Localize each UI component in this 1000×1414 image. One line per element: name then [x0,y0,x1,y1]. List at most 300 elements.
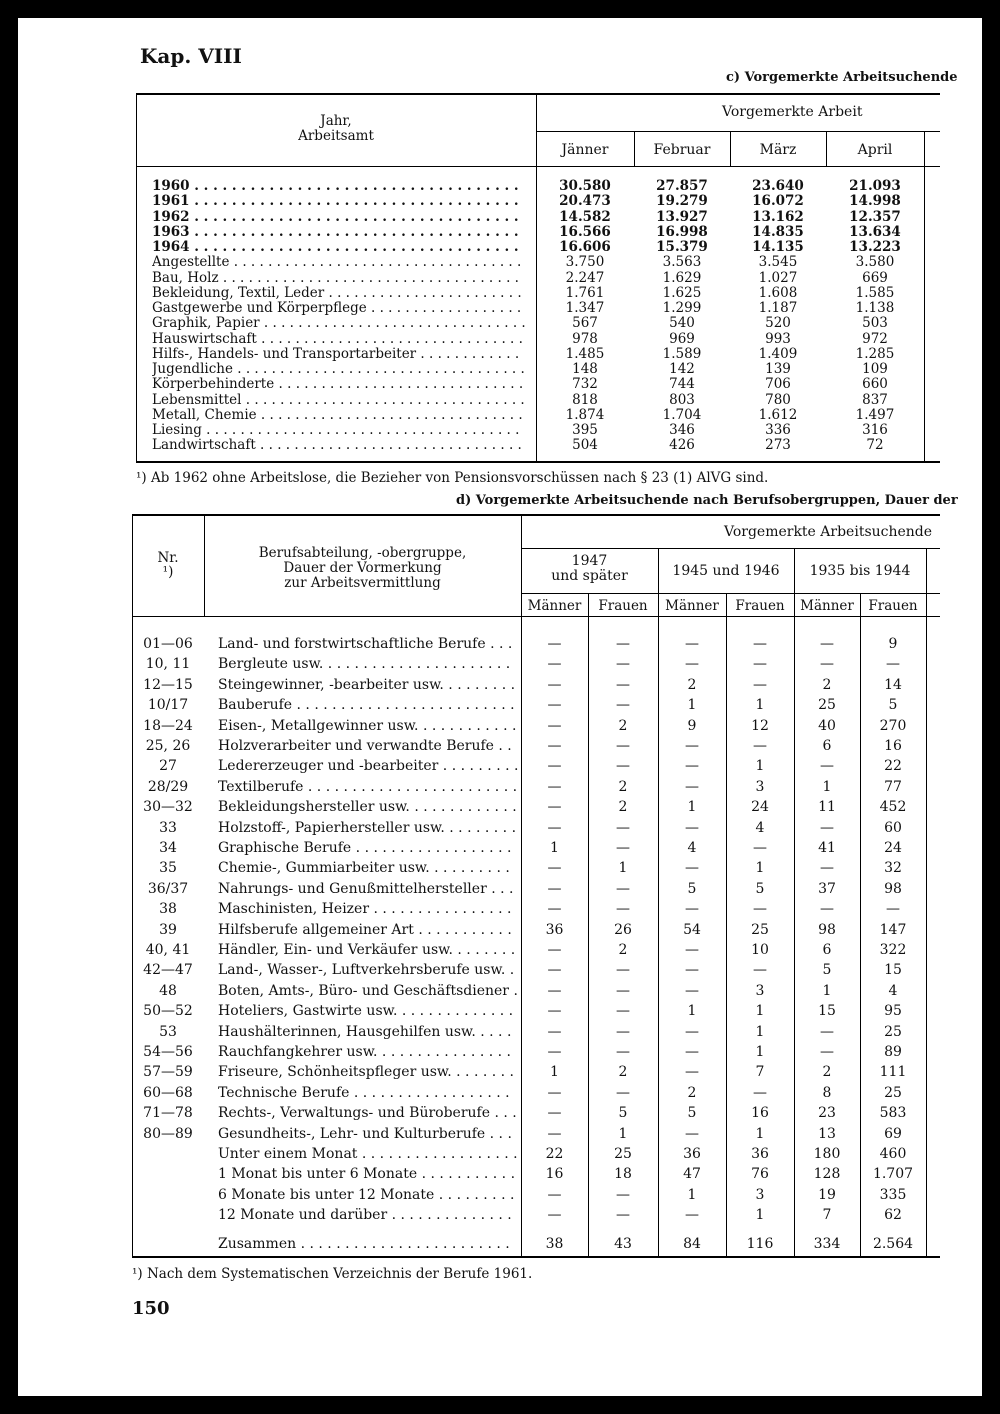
table-c-row-label: Liesing . . . . . . . . . . . . . . . . . . . . . . . . . . . . . . . . . . . . . [152,423,520,438]
sub-header-maenner-2: Männer [665,598,719,614]
table-c-cell: 20.473 [559,193,611,210]
table-d-cell: 2 [618,1064,628,1081]
table-d-row-label: Hoteliers, Gastwirte usw. . . . . . . . . . . . . . [218,1003,514,1020]
table-c-cell: 503 [862,315,888,332]
table-c-cell: 818 [572,391,598,408]
table-d-cell: — [547,1207,562,1224]
table-c-cell: 1.704 [662,406,702,423]
table-d-cell: — [616,697,630,714]
table-d-cell: 1 [822,778,832,795]
table-c-cell: 13.223 [849,239,901,255]
leader-dots: . . . . . . . . . . . . . . [387,1207,512,1224]
table-d-cell: 1 [618,1125,628,1142]
leader-dots: . . . . . . . [452,942,516,958]
table-c-cell: 142 [669,361,695,377]
table-d-row-nr: 54—56 [143,1044,193,1060]
table-d-cell: 95 [884,1003,902,1020]
table-c-cell: 346 [669,422,695,438]
table-c-left-rule [136,93,137,463]
leader-dots: . . . . . . . [451,1064,514,1081]
table-d-row-label: Hilfsberufe allgemeiner Art . . . . . . . . . . . [218,921,512,938]
table-d-row-label: Ledererzeuger und -bearbeiter . . . . . . . . . [218,758,518,775]
table-c-cell: 316 [862,422,888,438]
sub-header-maenner-3: Männer [800,598,854,614]
table-d-cell: — [616,880,630,897]
leader-dots: . . . . . . . . . [438,758,518,775]
table-d-cell: 25 [884,1023,902,1040]
table-d-cell: — [547,1084,562,1101]
table-c-col-sep-4 [924,131,925,461]
table-d-cell: 11 [818,799,836,816]
table-d-cell: — [685,636,699,652]
table-d-cell: 76 [751,1166,769,1183]
table-d-cell: 18 [614,1166,632,1183]
table-d-row-nr: 48 [159,982,177,999]
table-d-row-label: Land- und forstwirtschaftliche Berufe . . . [218,636,513,652]
table-c-cell: 3.545 [758,254,798,271]
table-d-cell: 54 [683,921,701,938]
leader-dots: . . . . . . . . . . . . . . . . . . . . . . . . . . . . . . . . . . . . . [201,423,520,438]
leader-dots: . . . . . . . . . [429,860,510,877]
table-c-cell: 504 [572,437,598,454]
table-d-cell: 60 [884,819,902,836]
table-c-row-label: Landwirtschaft . . . . . . . . . . . . . . . . . . . . . . . . . . . . . . . [152,438,522,454]
table-d-label-header [204,546,521,591]
table-c-row-label: 1962 . . . . . . . . . . . . . . . . . . . . . . . . . . . . . . . . . . . [152,209,519,225]
table-d-cell: — [753,840,767,856]
table-d-row-nr: 38 [159,901,177,918]
table-d-cell: 180 [813,1146,841,1162]
table-d-cell: — [616,1084,630,1101]
leader-dots: . . . [490,1105,517,1122]
table-d-cell: — [886,901,900,918]
nr-header-label: Nr. [157,550,179,566]
table-d-cell: 460 [879,1146,907,1162]
leader-dots: . . . . . . . . . . . . . . . . . . . . . . . . [303,778,518,795]
table-c-cell: 520 [765,315,791,332]
chapter-heading: Kap. VIII [140,44,242,68]
table-d-row-label: Holzstoff-, Papierhersteller usw. . . . . . . . . [218,819,517,836]
table-d-cell: 25 [818,697,836,714]
table-c-cell: 21.093 [849,178,901,194]
table-d-cell: — [547,819,562,836]
table-d-cell: — [547,1125,562,1142]
table-d-row-nr: 39 [159,921,177,938]
table-d-cell: 1 [755,1044,765,1060]
table-d-cell: 1 [687,1003,697,1020]
table-c-header-rule [136,166,940,167]
table-d-row-label: Boten, Amts-, Büro- und Geschäftsdiener . [218,982,518,999]
table-d-cell: 9 [687,717,697,734]
table-d-row-nr: 33 [159,819,177,836]
table-d-row-nr: 35 [159,860,177,877]
table-d-cell: 1 [755,860,765,877]
table-d-cell: — [685,942,699,958]
table-c-cell: 978 [572,330,598,347]
table-d-cell: 24 [884,840,902,856]
leader-dots: . . . . . . . . . . . . . . . . [369,901,512,918]
table-c-cell: 669 [862,269,888,286]
table-d-cell: — [685,860,699,877]
leader-dots: . . . . . . . . . . . [413,921,512,938]
table-d-row-nr: 53 [159,1023,177,1040]
table-c-row-label: Jugendliche . . . . . . . . . . . . . . . . . . . . . . . . . . . . . . . . . . [152,362,525,377]
table-c-top-rule [136,93,940,95]
table-c-cell: 969 [669,330,695,347]
table-d-cell: — [685,901,699,918]
table-d-cell: 1 [687,697,697,714]
table-d-cell: 13 [818,1125,836,1142]
table-d-cell: — [547,942,562,958]
table-d-bottom-rule [132,1256,940,1258]
table-d-row-nr: 10, 11 [145,656,191,673]
table-d-cell: 1 [755,1125,765,1142]
table-c-row-label: 1960 . . . . . . . . . . . . . . . . . . . . . . . . . . . . . . . . . . . [152,179,519,194]
leader-dots: . . . . . . . . . . . . . . . . . . . . . . . . . . . . . . . [255,438,522,454]
table-d-cell: — [685,1125,699,1142]
table-c-cell: 1.299 [662,300,702,316]
leader-dots: . . . [485,636,513,652]
table-c-cell: 1.485 [565,345,605,362]
label-header-line1: Berufsabteilung, -obergruppe, [258,545,467,561]
period-1-line2: und später [551,568,628,584]
table-d-cell: 2 [618,942,628,958]
table-c-cell: 837 [862,391,888,408]
leader-dots: . . . . . . . . . . . . . . . . . . . . . . . . . . . . . [274,377,524,393]
table-d-cell: 40 [818,717,836,734]
table-d-cell: 16 [545,1166,564,1183]
table-d-cell: — [820,819,834,836]
table-c-row-label: Hilfs-, Handels- und Transportarbeiter . . . . . . . . . . . . [152,346,520,362]
table-d-cell: 8 [822,1084,832,1101]
table-d-cell: — [753,901,767,918]
table-c-row-label: Körperbehinderte . . . . . . . . . . . . . . . . . . . . . . . . . . . . . [152,377,524,393]
table-d-cell: 1 [550,1064,559,1081]
table-d-cell: 69 [884,1125,902,1142]
table-c-cell: 1.625 [662,284,702,301]
table-d-row-nr: 57—59 [143,1064,193,1081]
table-d-cell: — [616,676,630,693]
table-d-cell: 5 [822,962,832,979]
table-d-cell: — [547,799,562,816]
table-d-cell: 19 [818,1186,836,1203]
leader-dots: . . . . . . . . . . . . . . . . . . . . . . . . . . . . . . . . . . . [189,240,519,255]
table-d-period-rule [521,593,940,594]
table-d-row-label: Händler, Ein- und Verkäufer usw. . . . . . . . [218,942,516,958]
table-c-cell: 732 [572,376,598,393]
table-c-row-label: Lebensmittel . . . . . . . . . . . . . . . . . . . . . . . . . . . . . . . . . [152,392,525,408]
table-d-cell: — [820,636,834,652]
table-c-cell: 1.761 [565,284,605,301]
table-d-cell: — [616,758,630,775]
leader-dots: . . . . . . . . . . . . [416,346,520,362]
table-c-cell: 1.409 [758,345,798,362]
table-c-row-label: Bau, Holz . . . . . . . . . . . . . . . . . . . . . . . . . . . . . . . . . . . [152,270,519,286]
table-d-cell: 1 [755,1023,765,1040]
table-d-cell: 1 [822,982,832,999]
table-d-row-label: Chemie-, Gummiarbeiter usw. . . . . . . . . . [218,860,510,877]
table-d-cell: 25 [614,1146,632,1162]
leader-dots: . . . . . . . . . . . . . . . . . . . . . . . . . . . . . . . . . . . [189,194,519,210]
table-d-cell: 1 [755,1207,765,1224]
table-d-cell: — [547,901,562,918]
table-d-cell: 25 [751,921,769,938]
table-d-cell: 16 [884,738,902,754]
leader-dots: . . . . . . . . . . . . . . . . . . [349,1084,510,1101]
table-d-row-label: Nahrungs- und Genußmittelhersteller . . . [218,880,514,897]
table-d-cell: 270 [879,717,907,734]
table-d-row-label: Eisen-, Metallgewinner usw. . . . . . . . . . . . [218,717,517,734]
table-c-cell: 3.750 [565,254,605,271]
leader-dots: . . . . . . . . . . . . . . . . . . . . . . . . [296,1235,510,1252]
table-d-cell: 26 [614,921,632,938]
leader-dots: . . . . . . . . . . . . . . . . . . . . . . . . . . . . . . . [259,316,526,332]
table-d-cell: 9 [888,636,898,652]
table-d-cell: — [616,819,630,836]
table-d-header-rule [132,616,940,617]
table-d-cell: — [820,758,834,775]
table-c-cell: 3.563 [662,254,702,271]
table-d-cell: 1 [687,799,697,816]
table-d-cell: 3 [755,778,765,795]
table-d-cell: — [616,982,630,999]
table-d-cell: 16 [751,1105,769,1122]
table-d-cell: 84 [683,1235,701,1252]
table-c-row-header [136,114,536,144]
table-d-row-label: Haushälterinnen, Hausgehilfen usw. . . . . [218,1023,512,1040]
table-d-cell: — [547,778,562,795]
table-d-cell: 116 [746,1235,774,1252]
table-d-cell: 4 [687,840,697,856]
table-c-row-label: Gastgewerbe und Körperpflege . . . . . . . . . . . . . . . . . . [152,301,522,316]
table-c-cell: 12.357 [849,208,901,225]
table-c-cell: 1.138 [855,300,895,316]
table-c-group-header: Vorgemerkte Arbeit [722,104,863,120]
table-d-cell: — [753,636,767,652]
table-c-cell: 972 [862,330,888,347]
table-d-cell: 22 [884,758,902,775]
sub-header-maenner-1: Männer [527,598,582,614]
table-c-cell: 2.247 [565,269,605,286]
table-c-cell: 14.998 [849,193,901,210]
table-c-row-label: Hauswirtschaft . . . . . . . . . . . . . . . . . . . . . . . . . . . . . . . [152,331,523,347]
col-header-jan: Jänner [561,142,609,158]
table-c-cell: 23.640 [752,178,804,194]
table-c-cell: 14.582 [559,208,611,225]
leader-dots: . . . . . . . . . . . . . [397,1003,514,1020]
table-d-cell: — [547,1044,562,1060]
table-d-cell: 147 [879,921,907,938]
table-d-row-nr: 42—47 [143,962,193,979]
table-c-group-rule [536,131,940,132]
leader-dots: . . . [485,1125,512,1142]
table-c-cell: 395 [572,422,598,438]
table-d-cell: 2 [687,676,697,693]
leader-dots: . . . . . . . . . . . . . . . . . . . . . . . [324,285,522,301]
table-d-cell: 2 [822,1064,832,1081]
table-c-cell: 16.998 [656,223,708,240]
table-d-row-label: 1 Monat bis unter 6 Monate . . . . . . . . . . . [218,1166,516,1183]
table-c-cell: 72 [866,437,884,454]
table-d-row-nr: 10/17 [147,697,189,714]
table-c-cell: 14.835 [752,223,804,240]
table-d-cell: 128 [813,1166,841,1183]
table-d-cell: — [820,1023,834,1040]
table-d-cell: 6 [822,942,832,958]
table-d-cell: — [820,860,834,877]
table-d-row-label: Maschinisten, Heizer . . . . . . . . . . . . . . . . [218,901,512,918]
nr-header-footnote: ¹) [162,564,174,580]
table-d-cell: — [616,1003,630,1020]
page-number: 150 [132,1298,170,1319]
table-c-cell: 540 [669,315,695,332]
table-d-cell: 2 [618,717,628,734]
leader-dots: . . . . . . . . . . . [417,1166,516,1183]
table-d-cell: 5 [687,1105,697,1122]
table-d-cell: 32 [884,860,902,877]
table-d-row-nr: 60—68 [143,1084,193,1101]
table-d-row-nr: 27 [159,758,177,775]
leader-dots: . . . . . . . . . . . . . . . . . . . . . . . . . . . . . . . . . . . [189,209,519,225]
leader-dots: . . [493,738,512,754]
table-d-footnote: ¹) Nach dem Systematischen Verzeichnis der Berufe 1961. [132,1266,533,1282]
table-d-cell: 98 [884,880,902,897]
table-d-cell: — [616,1023,630,1040]
table-d-cell: — [547,697,562,714]
table-d-cell: 10 [751,942,769,958]
table-d-row-label: Zusammen . . . . . . . . . . . . . . . . . . . . . . . . [218,1235,510,1252]
table-d-cell: — [616,656,630,673]
table-d-row-label: Holzverarbeiter und verwandte Berufe . . [218,738,512,754]
leader-dots: . . . . . . . . . . . . . . . . . . . . . . . . . . . . . . . . . . . [189,179,519,194]
table-d-cell: 452 [879,799,907,816]
table-d-cell: 1 [550,840,559,856]
table-d-cell: — [547,717,562,734]
table-d-cell: 5 [618,1105,628,1122]
table-d-cell: 7 [822,1207,832,1224]
table-c-cell: 27.857 [656,178,708,194]
table-d-cell: — [753,656,767,673]
table-d-group-header: Vorgemerkte Arbeitsuchende [724,524,933,540]
table-d-row-nr: 12—15 [143,676,193,693]
table-d-cell: — [616,1044,630,1060]
table-d-cell: 3 [755,1186,765,1203]
leader-dots: . [505,962,515,979]
table-d-cell: 22 [545,1146,564,1162]
table-c-row-label: Bekleidung, Textil, Leder . . . . . . . . . . . . . . . . . . . . . . . [152,285,522,301]
leader-dots: . . . . . . . . . [434,1186,515,1203]
table-d-row-nr: 28/29 [147,778,189,795]
table-d-cell: — [616,840,630,856]
col-header-mar: März [759,142,797,158]
table-c-cell: 3.580 [855,254,895,271]
table-c-cell: 16.606 [559,239,611,255]
table-d-cell: 1 [755,1003,765,1020]
table-d-cell: 1 [755,697,765,714]
table-d-row-label: Friseure, Schönheitspfleger usw. . . . . . . . [218,1064,514,1081]
row-header-line1: Jahr, [320,113,352,129]
table-d-cell: — [685,656,699,673]
table-d-cell: — [685,819,699,836]
table-d-cell: 41 [818,840,836,856]
table-d-row-label: 6 Monate bis unter 12 Monate . . . . . . . . . [218,1186,515,1203]
table-d-cell: — [547,860,562,877]
table-d-cell: 5 [687,880,697,897]
table-d-cell: 2 [618,799,628,816]
table-d-cell: 7 [755,1064,765,1081]
table-d-cell: — [547,656,562,673]
label-header-line2: Dauer der Vormerkung [283,560,442,576]
leader-dots: . . . . . . . . . . . . [409,799,517,816]
table-d-cell: 5 [755,880,765,897]
table-d-cell: 335 [879,1186,907,1203]
document-page [18,18,982,1396]
table-d-cell: — [685,962,699,979]
table-c-cell: 660 [862,376,888,393]
table-d-row-label: Rechts-, Verwaltungs- und Büroberufe . . . [218,1105,517,1122]
table-c-cell: 1.027 [758,269,798,286]
table-d-row-nr: 25, 26 [145,738,191,754]
table-d-cell: — [753,962,767,979]
table-d-cell: 322 [879,942,907,958]
table-c-cell: 13.162 [752,208,804,225]
leader-dots: . . . . . . . . . . . . . . . . . . [351,840,512,856]
table-d-cell: — [547,738,562,754]
table-d-cell: — [616,636,630,652]
table-c-cell: 13.927 [656,208,708,225]
table-d-row-nr: 80—89 [143,1125,193,1142]
table-d-cell: 89 [884,1044,902,1060]
table-c-cell: 336 [765,422,791,438]
table-d-cell: 12 [751,717,769,734]
table-c-row-label: 1963 . . . . . . . . . . . . . . . . . . . . . . . . . . . . . . . . . . . [152,224,519,240]
leader-dots: . [509,982,518,999]
table-d-cell: — [616,1207,630,1224]
table-d-cell: — [547,676,562,693]
table-c-cell: 993 [765,330,791,347]
table-d-cell: — [685,738,699,754]
table-d-cell: — [753,1084,767,1101]
table-d-cell: 23 [818,1105,836,1122]
table-d-row-label: Steingewinner, -bearbeiter usw. . . . . . . . . [218,676,516,693]
leader-dots: . . . . . . . . . . . . . . . . . . . . . . . . . . . . . . . [256,407,523,423]
table-d-top-rule [132,514,940,516]
table-d-right-rule [926,548,927,1256]
table-d-row-label: Textilberufe . . . . . . . . . . . . . . . . . . . . . . . . [218,778,518,795]
leader-dots: . . . [486,880,514,897]
table-d-row-label: Technische Berufe . . . . . . . . . . . . . . . . . . [218,1084,510,1101]
table-c-cell: 13.634 [849,223,901,240]
row-header-line2: Arbeitsamt [298,128,374,144]
table-d-row-nr: 18—24 [143,717,193,734]
table-d-cell: 47 [683,1166,701,1183]
table-c-cell: 148 [572,361,598,377]
table-c-cell: 744 [669,376,695,393]
table-d-cell: — [685,1207,699,1224]
table-d-cell: 1 [687,1186,697,1203]
leader-dots: . . . . [475,1023,512,1040]
table-c-row-label: 1964 . . . . . . . . . . . . . . . . . . . . . . . . . . . . . . . . . . . [152,240,519,255]
table-c-cell: 14.135 [752,239,804,255]
table-c-cell: 803 [669,391,695,408]
table-c-caption: c) Vorgemerkte Arbeitsuchende [726,70,958,85]
table-c-cell: 780 [765,391,791,408]
table-c-cell: 1.874 [565,406,605,423]
table-d-cell: — [547,982,562,999]
table-d-cell: 6 [822,738,832,754]
table-d-cell: — [547,636,562,652]
leader-dots: . . . . . . . . . . . . . . . . . . . . . . . . . . . . . . . . . . . [189,224,519,240]
